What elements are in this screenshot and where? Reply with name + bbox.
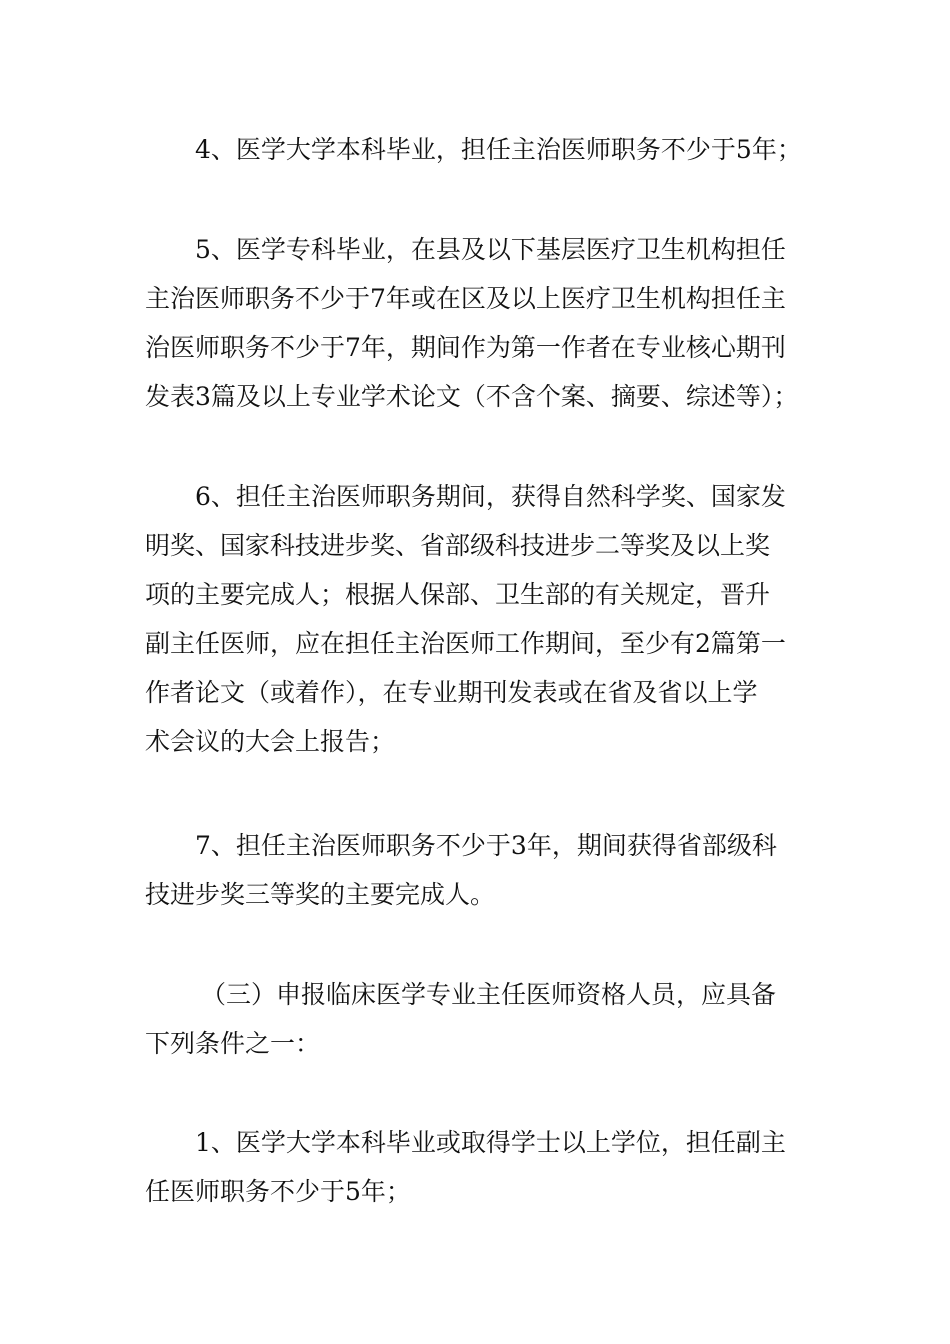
text-line: 1、医学大学本科毕业或取得学士以上学位，担任副主 <box>195 1128 786 1157</box>
section-heading-3 <box>145 970 815 1068</box>
text-line: 明奖、国家科技进步奖、省部级科技进步二等奖及以上奖 <box>145 531 771 560</box>
text-line: 发表3篇及以上专业学术论文（不含个案、摘要、综述等）； <box>145 382 799 411</box>
text-line: 技进步奖三等奖的主要完成人。 <box>145 880 496 909</box>
text-line: 4、医学大学本科毕业，担任主治医师职务不少于5年； <box>195 135 802 164</box>
text-line: 治医师职务不少于7年，期间作为第一作者在专业核心期刊 <box>145 333 786 362</box>
paragraph-item-7 <box>145 821 815 919</box>
text-line: 任医师职务不少于5年； <box>145 1177 411 1206</box>
text-line: 5、医学专科毕业，在县及以下基层医疗卫生机构担任 <box>195 235 786 264</box>
text-line: 6、担任主治医师职务期间，获得自然科学奖、国家发 <box>195 482 786 511</box>
text-line: 副主任医师，应在担任主治医师工作期间，至少有2篇第一 <box>145 629 786 658</box>
paragraph-item-4 <box>145 125 815 174</box>
paragraph-item-6 <box>145 472 815 766</box>
paragraph-item-1 <box>145 1118 815 1216</box>
text-line: 术会议的大会上报告； <box>145 727 396 756</box>
text-line: 项的主要完成人；根据人保部、卫生部的有关规定，晋升 <box>145 580 771 609</box>
text-line: 主治医师职务不少于7年或在区及以上医疗卫生机构担任主 <box>145 284 786 313</box>
paragraph-item-5 <box>145 225 815 421</box>
text-line: 作者论文（或着作），在专业期刊发表或在省及省以上学 <box>145 678 758 707</box>
text-line: 下列条件之一： <box>145 1029 321 1058</box>
text-line: （三）申报临床医学专业主任医师资格人员，应具备 <box>201 980 777 1009</box>
text-line: 7、担任主治医师职务不少于3年，期间获得省部级科 <box>195 831 777 860</box>
